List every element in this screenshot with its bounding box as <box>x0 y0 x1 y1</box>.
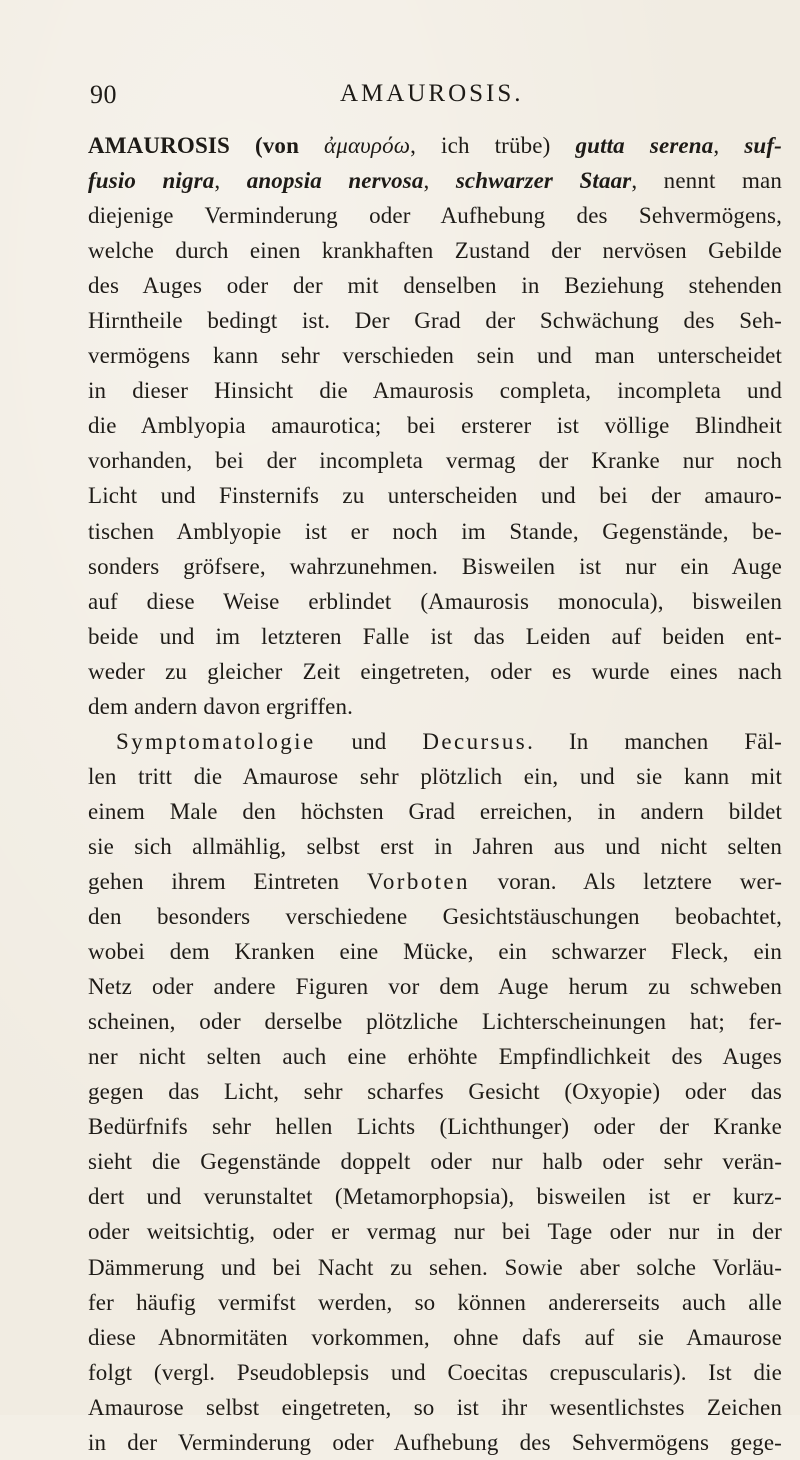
text-line: einem Male den höchsten Grad erreichen, in andern bildet <box>88 798 782 824</box>
text-line: tischen Amblyopie ist er noch im Stande, Gegenstände, be- <box>88 518 782 544</box>
synonym-term: suf- <box>744 133 782 158</box>
synonym-term: gutta serena <box>575 133 714 158</box>
running-title: AMAUROSIS. <box>340 80 524 107</box>
text-line: des Auges oder der mit denselben in Beziehung stehenden <box>88 273 782 299</box>
text-line: diese Abnormitäten vorkommen, ohne dafs auf sie Amaurose <box>88 1324 782 1350</box>
text-line: len tritt die Amaurose sehr plötzlich ein, und sie kann mit <box>88 763 782 789</box>
text-line: gegen das Licht, sehr scharfes Gesicht (Oxyopie) oder das <box>88 1079 782 1105</box>
text-line: fer häufig vermifst werden, so können andererseits auch alle <box>88 1289 782 1315</box>
section-heading-decursus: Decursus <box>422 728 528 754</box>
text-line: Amaurose selbst eingetreten, so ist ihr wesentlichstes Zeichen <box>88 1394 782 1420</box>
text-line: sie sich allmählig, selbst erst in Jahren aus und nicht selten <box>88 833 782 859</box>
text-line: in dieser Hinsicht die Amaurosis completa, incompleta und <box>88 378 782 404</box>
synonym-term: schwarzer Staar <box>455 168 632 194</box>
text-line: den besonders verschiedene Gesichtstäuschungen beobachtet, <box>88 904 782 930</box>
text-line: AMAUROSIS (von ἀμαυρόω, ich trübe) gutta serena, suf- <box>88 133 782 158</box>
text-line: die Amblyopia amaurotica; bei ersterer ist völlige Blindheit <box>88 413 782 439</box>
text-line: Licht und Finsternifs zu unterscheiden und bei der amauro- <box>88 483 782 509</box>
text-line: Hirntheile bedingt ist. Der Grad der Schwächung des Seh- <box>88 308 782 334</box>
text-line: Bedürfnifs sehr hellen Lichts (Lichthunger) oder der Kranke <box>88 1114 782 1140</box>
text-line: folgt (vergl. Pseudoblepsis und Coecitas crepuscularis). Ist die <box>88 1359 782 1385</box>
greek-etymon: ἀμαυρόω <box>324 133 411 158</box>
page-number: 90 <box>90 80 117 109</box>
synonym-term: anopsia nervosa <box>246 168 424 194</box>
text-line: vorhanden, bei der incompleta vermag der Kranke nur noch <box>88 448 782 474</box>
page-header <box>90 80 780 114</box>
article-body <box>88 128 782 1460</box>
text-line: auf diese Weise erblindet (Amaurosis monocula), bisweilen <box>88 588 782 614</box>
text-line: sieht die Gegenstände doppelt oder nur halb oder sehr verän- <box>88 1149 782 1175</box>
text-line: oder weitsichtig, oder er vermag nur bei Tage oder nur in der <box>88 1219 782 1245</box>
text-line: Netz oder andere Figuren vor dem Auge herum zu schweben <box>88 974 782 1000</box>
emphasis-vorboten: Vorboten <box>366 868 470 894</box>
text-line: in der Verminderung oder Aufhebung des Sehvermögens gege- <box>88 1429 782 1455</box>
text-line: weder zu gleicher Zeit eingetreten, oder es wurde eines nach <box>88 658 782 684</box>
text-line: sonders gröfsere, wahrzunehmen. Bisweilen ist nur ein Auge <box>88 553 782 579</box>
text-line: Dämmerung und bei Nacht zu sehen. Sowie aber solche Vorläu- <box>88 1254 782 1280</box>
text-line: fusio nigra, anopsia nervosa, schwarzer Staar, nennt man <box>88 168 782 194</box>
text-line: scheinen, oder derselbe plötzliche Lichterscheinungen hat; fer- <box>88 1009 782 1035</box>
text-line: gehen ihrem Eintreten Vorboten voran. Als letztere wer- <box>88 868 782 894</box>
text-line: ner nicht selten auch eine erhöhte Empfindlichkeit des Auges <box>88 1044 782 1070</box>
text-line: diejenige Verminderung oder Aufhebung des Sehvermögens, <box>88 203 782 229</box>
text-line: dert und verunstaltet (Metamorphopsia), bisweilen ist er kurz- <box>88 1184 782 1210</box>
synonym-term: fusio nigra <box>88 168 215 194</box>
text-line: wobei dem Kranken eine Mücke, ein schwarzer Fleck, ein <box>88 939 782 965</box>
section-line: Symptomatologie und Decursus. In manchen Fäl- <box>116 728 782 754</box>
section-heading-symptomatologie: Symptomatologie <box>116 728 316 754</box>
text-line: dem andern davon ergriffen. <box>88 693 354 719</box>
text-line: vermögens kann sehr verschieden sein und man unterscheidet <box>88 343 782 369</box>
entry-headword: AMAUROSIS (von <box>88 133 325 158</box>
text-line: beide und im letzteren Falle ist das Leiden auf beiden ent- <box>88 623 782 649</box>
text-line: welche durch einen krankhaften Zustand der nervösen Gebilde <box>88 238 782 264</box>
